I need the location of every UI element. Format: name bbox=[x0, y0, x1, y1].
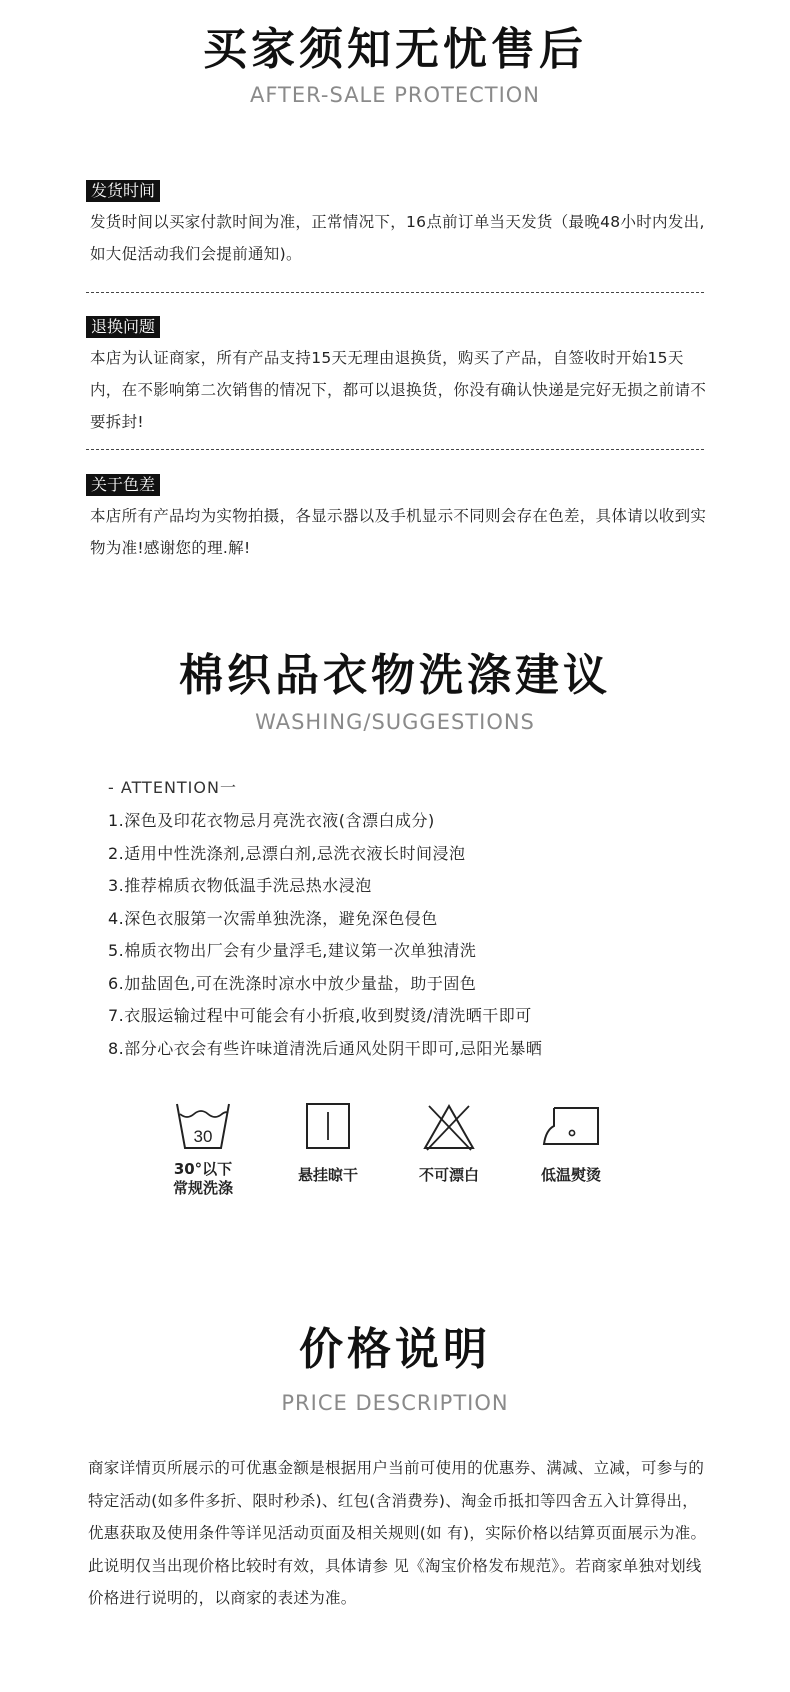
washing-tips-list bbox=[108, 805, 542, 1065]
price-description bbox=[88, 1452, 710, 1615]
divider bbox=[86, 449, 704, 450]
color-difference-text: 本店所有产品均为实物拍摄，各显示器以及手机显示不同则会存在色差，具体请以收到实物为准!感谢您的理.解! bbox=[90, 507, 707, 557]
shipping-time-tag: 发货时间 bbox=[86, 180, 160, 202]
list-item: 5.棉质衣物出厂会有少量浮毛,建议第一次单独清洗 bbox=[108, 941, 477, 960]
price-paragraph-2: 此说明仅当出现价格比较时有效，具体请参 见《淘宝价格发布规范》。若商家单独对划线价格进行说明的，以商家的表述为准。 bbox=[88, 1556, 702, 1607]
shipping-time-text: 发货时间以买家付款时间为准，正常情况下，16点前订单当天发货（最晚48小时内发出,如大促活动我们会提前通知)。 bbox=[90, 213, 705, 263]
care-no-bleach bbox=[394, 1100, 504, 1185]
price-subtitle: PRICE DESCRIPTION bbox=[281, 1391, 509, 1415]
care-label: 悬挂晾干 bbox=[297, 1166, 358, 1184]
hang-dry-icon bbox=[303, 1100, 353, 1154]
care-label: 30°以下 bbox=[173, 1160, 233, 1178]
return-policy-tag: 退换问题 bbox=[86, 316, 160, 338]
washing-subtitle: WASHING/SUGGESTIONS bbox=[255, 710, 535, 734]
return-policy-text: 本店为认证商家，所有产品支持15天无理由退换货，购买了产品，自签收时开始15天内，在不影响第二次销售的情况下，都可以退换货，你没有确认快递是完好无损之前请不要拆封! bbox=[90, 349, 707, 431]
attention-heading: - ATTENTION一 bbox=[108, 778, 237, 797]
list-item: 1.深色及印花衣物忌月亮洗衣液(含漂白成分) bbox=[108, 811, 435, 830]
color-difference-tag: 关于色差 bbox=[86, 474, 160, 496]
list-item: 6.加盐固色,可在洗涤时凉水中放少量盐，助于固色 bbox=[108, 973, 477, 993]
washing-title: 棉织品衣物洗涤建议 bbox=[179, 650, 611, 701]
price-title: 价格说明 bbox=[299, 1324, 491, 1375]
after-sale-subtitle: AFTER-SALE PROTECTION bbox=[249, 83, 541, 107]
care-hang-dry bbox=[273, 1100, 383, 1185]
wash-temperature: 30 bbox=[193, 1127, 213, 1146]
divider bbox=[86, 292, 704, 293]
care-label: 不可漂白 bbox=[418, 1166, 479, 1184]
care-low-iron bbox=[516, 1100, 626, 1185]
list-item: 3.推荐棉质衣物低温手洗忌热水浸泡 bbox=[108, 876, 372, 895]
after-sale-title: 买家须知无忧售后 bbox=[203, 24, 587, 75]
care-wash-30 bbox=[148, 1100, 258, 1198]
low-iron-icon bbox=[540, 1100, 602, 1154]
care-label: 低温熨烫 bbox=[540, 1166, 601, 1184]
price-paragraph-1: 商家详情页所展示的可优惠金额是根据用户当前可使用的优惠券、满减、立减，可参与的特定活动(如多件多折、限时秒杀)、红包(含消费券)、淘金币抵扣等四舍五入计算得出，优惠获取及使用条件等详见活动页面及相关规则(如 有)，实际价格以结算页面展示为准。 bbox=[88, 1459, 707, 1542]
list-item: 2.适用中性洗涤剂,忌漂白剂,忌洗衣液长时间浸泡 bbox=[108, 843, 466, 863]
no-bleach-icon bbox=[421, 1100, 477, 1154]
wash-30-icon bbox=[172, 1100, 234, 1154]
list-item: 8.部分心衣会有些许味道清洗后通风处阴干即可,忌阳光暴晒 bbox=[108, 1038, 543, 1058]
list-item: 4.深色衣服第一次需单独洗涤，避免深色侵色 bbox=[108, 908, 438, 928]
list-item: 7.衣服运输过程中可能会有小折痕,收到熨烫/清洗晒干即可 bbox=[108, 1006, 532, 1025]
care-label: 常规洗涤 bbox=[172, 1179, 233, 1197]
